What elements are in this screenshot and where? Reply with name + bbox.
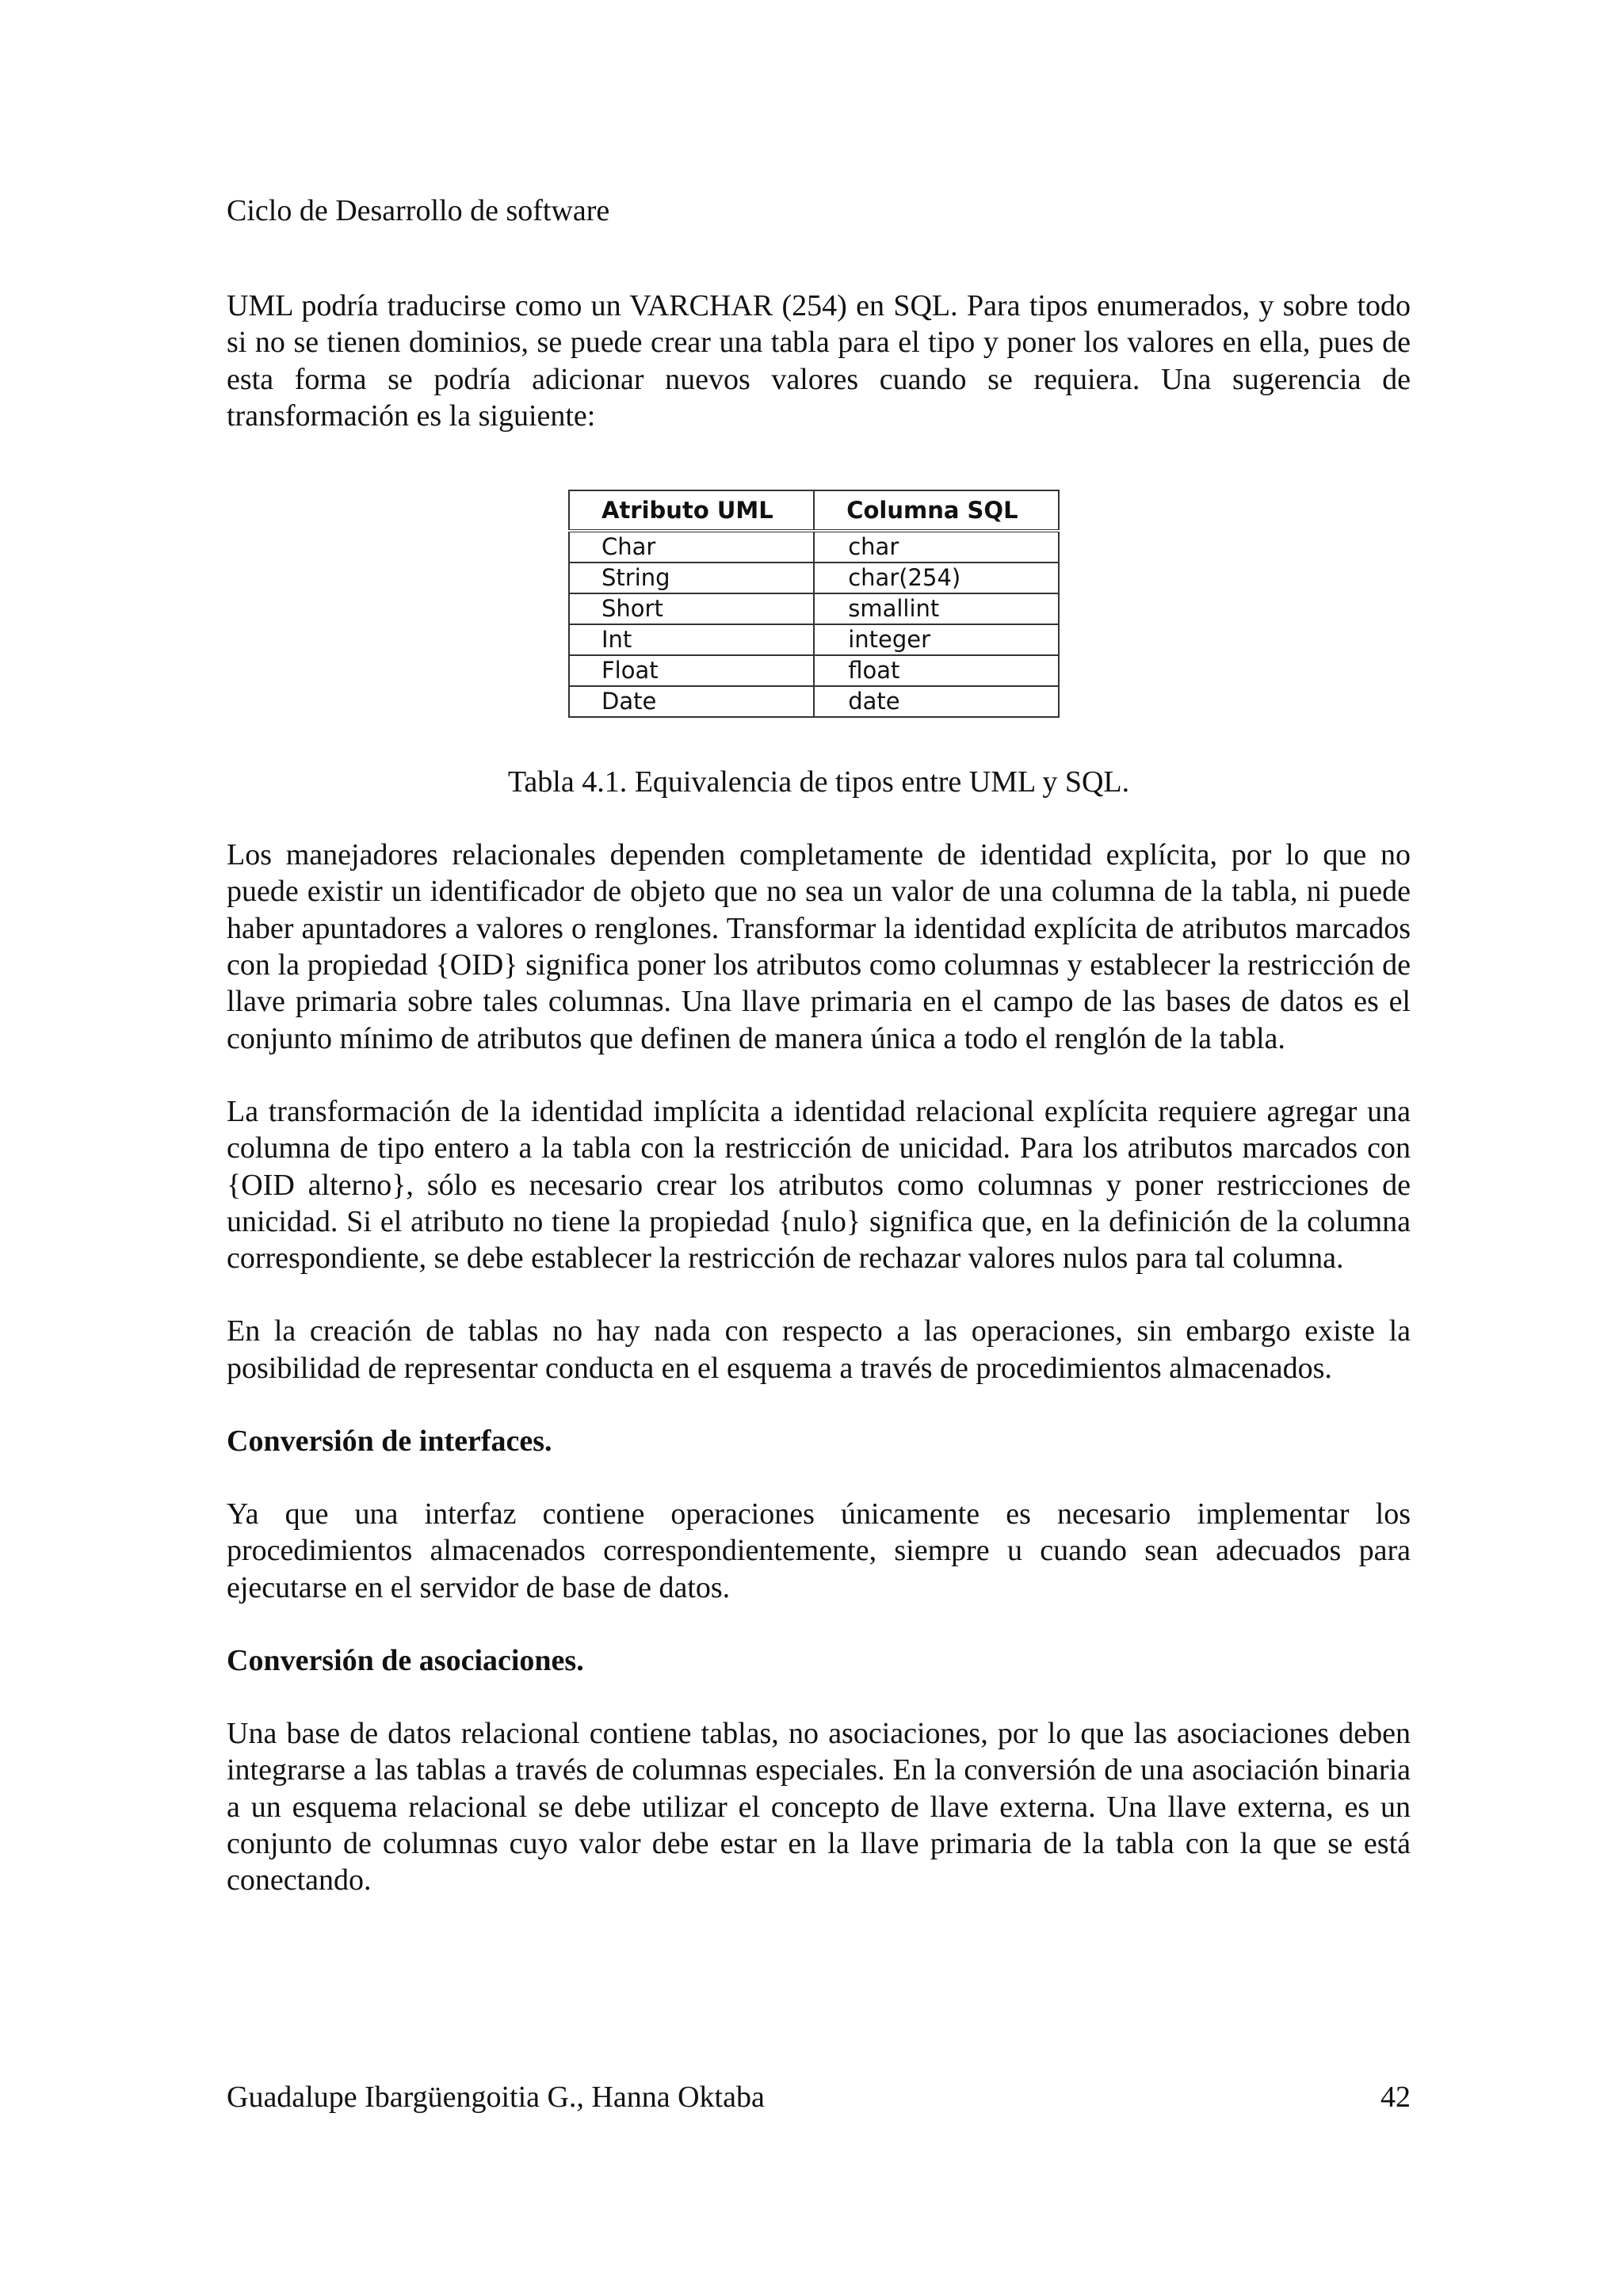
sql-type-cell: integer: [814, 624, 1059, 655]
paragraph-associations: Una base de datos relacional contiene tablas, no asociaciones, por lo que las asociaciones deben integrarse a las tablas a través de columnas especiales. En la conversión de una asociación binaria a un esquema relacional se debe utilizar el concepto de llave externa. Una llave externa, es un conjunto de columnas cuyo valor debe estar en la llave primaria de la tabla con la que se está conectando.: [227, 1716, 1411, 1897]
table-caption: Tabla 4.1. Equivalencia de tipos entre UML y SQL.: [507, 765, 1130, 799]
uml-type-cell: Int: [569, 624, 814, 655]
table-row: [569, 531, 1059, 563]
uml-type-cell: Float: [569, 655, 814, 686]
table-row: [569, 686, 1059, 717]
uml-type-cell: String: [569, 563, 814, 593]
running-header: Ciclo de Desarrollo de software: [227, 194, 610, 227]
column-header-sql: Columna SQL: [814, 490, 1059, 531]
table-row: [569, 593, 1059, 624]
uml-type-cell: Char: [569, 531, 814, 563]
sql-type-cell: char: [814, 531, 1059, 563]
page-content: [227, 288, 1411, 1898]
sql-type-cell: date: [814, 686, 1059, 717]
uml-type-cell: Short: [569, 593, 814, 624]
page-footer: [227, 2079, 1411, 2115]
footer-authors: Guadalupe Ibargüengoitia G., Hanna Oktaba: [227, 2081, 765, 2114]
sql-type-cell: float: [814, 655, 1059, 686]
paragraph-implicit-identity: La transformación de la identidad implícita a identidad relacional explícita requiere agregar una columna de tipo entero a la tabla con la restricción de unicidad. Para los atributos marcados con {OID alterno}, sólo es necesario crear los atributos como columnas y poner restricciones de unicidad. Si el atributo no tiene la propiedad {nulo} significa que, en la definición de la columna correspondiente, se debe establecer la restricción de rechazar valores nulos para tal columna.: [227, 1094, 1411, 1276]
section-heading-interfaces: Conversión de interfaces.: [227, 1425, 552, 1459]
sql-type-cell: smallint: [814, 593, 1059, 624]
page-number: 42: [1381, 2081, 1411, 2114]
paragraph-operations: En la creación de tablas no hay nada con respecto a las operaciones, sin embargo existe la posibilidad de representar conducta en el esquema a través de procedimientos almacenados.: [227, 1314, 1411, 1385]
sql-type-cell: char(254): [814, 563, 1059, 593]
paragraph-interfaces: Ya que una interfaz contiene operaciones únicamente es necesario implementar los procedimientos almacenados correspondientemente, siempre u cuando sean adecuados para ejecutarse en el servidor de base de datos.: [227, 1497, 1411, 1604]
table-row: [569, 563, 1059, 593]
table-row: [569, 624, 1059, 655]
section-heading-associations: Conversión de asociaciones.: [227, 1643, 584, 1677]
paragraph-explicit-identity: Los manejadores relacionales dependen completamente de identidad explícita, por lo que no puede existir un identificador de objeto que no sea un valor de una columna de la tabla, ni puede haber apuntadores a valores o renglones. Transformar la identidad explícita de atributos marcados con la propiedad {OID} significa poner los atributos como columnas y establecer la restricción de llave primaria sobre tales columnas. Una llave primaria en el campo de las bases de datos es el conjunto mínimo de atributos que definen de manera única a todo el renglón de la tabla.: [227, 838, 1411, 1055]
type-equivalence-table-container: [568, 490, 1060, 718]
paragraph-varchar: UML podría traducirse como un VARCHAR (254) en SQL. Para tipos enumerados, y sobre todo si no se tienen dominios, se puede crear una tabla para el tipo y poner los valores en ella, pues de esta forma se podría adicionar nuevos valores cuando se requiera. Una sugerencia de transformación es la siguiente:: [227, 289, 1411, 433]
column-header-uml: Atributo UML: [569, 490, 814, 531]
table-header-row: [569, 490, 1059, 531]
document-page: [227, 0, 1411, 2296]
uml-type-cell: Date: [569, 686, 814, 717]
table-row: [569, 655, 1059, 686]
type-equivalence-table: [568, 490, 1060, 718]
